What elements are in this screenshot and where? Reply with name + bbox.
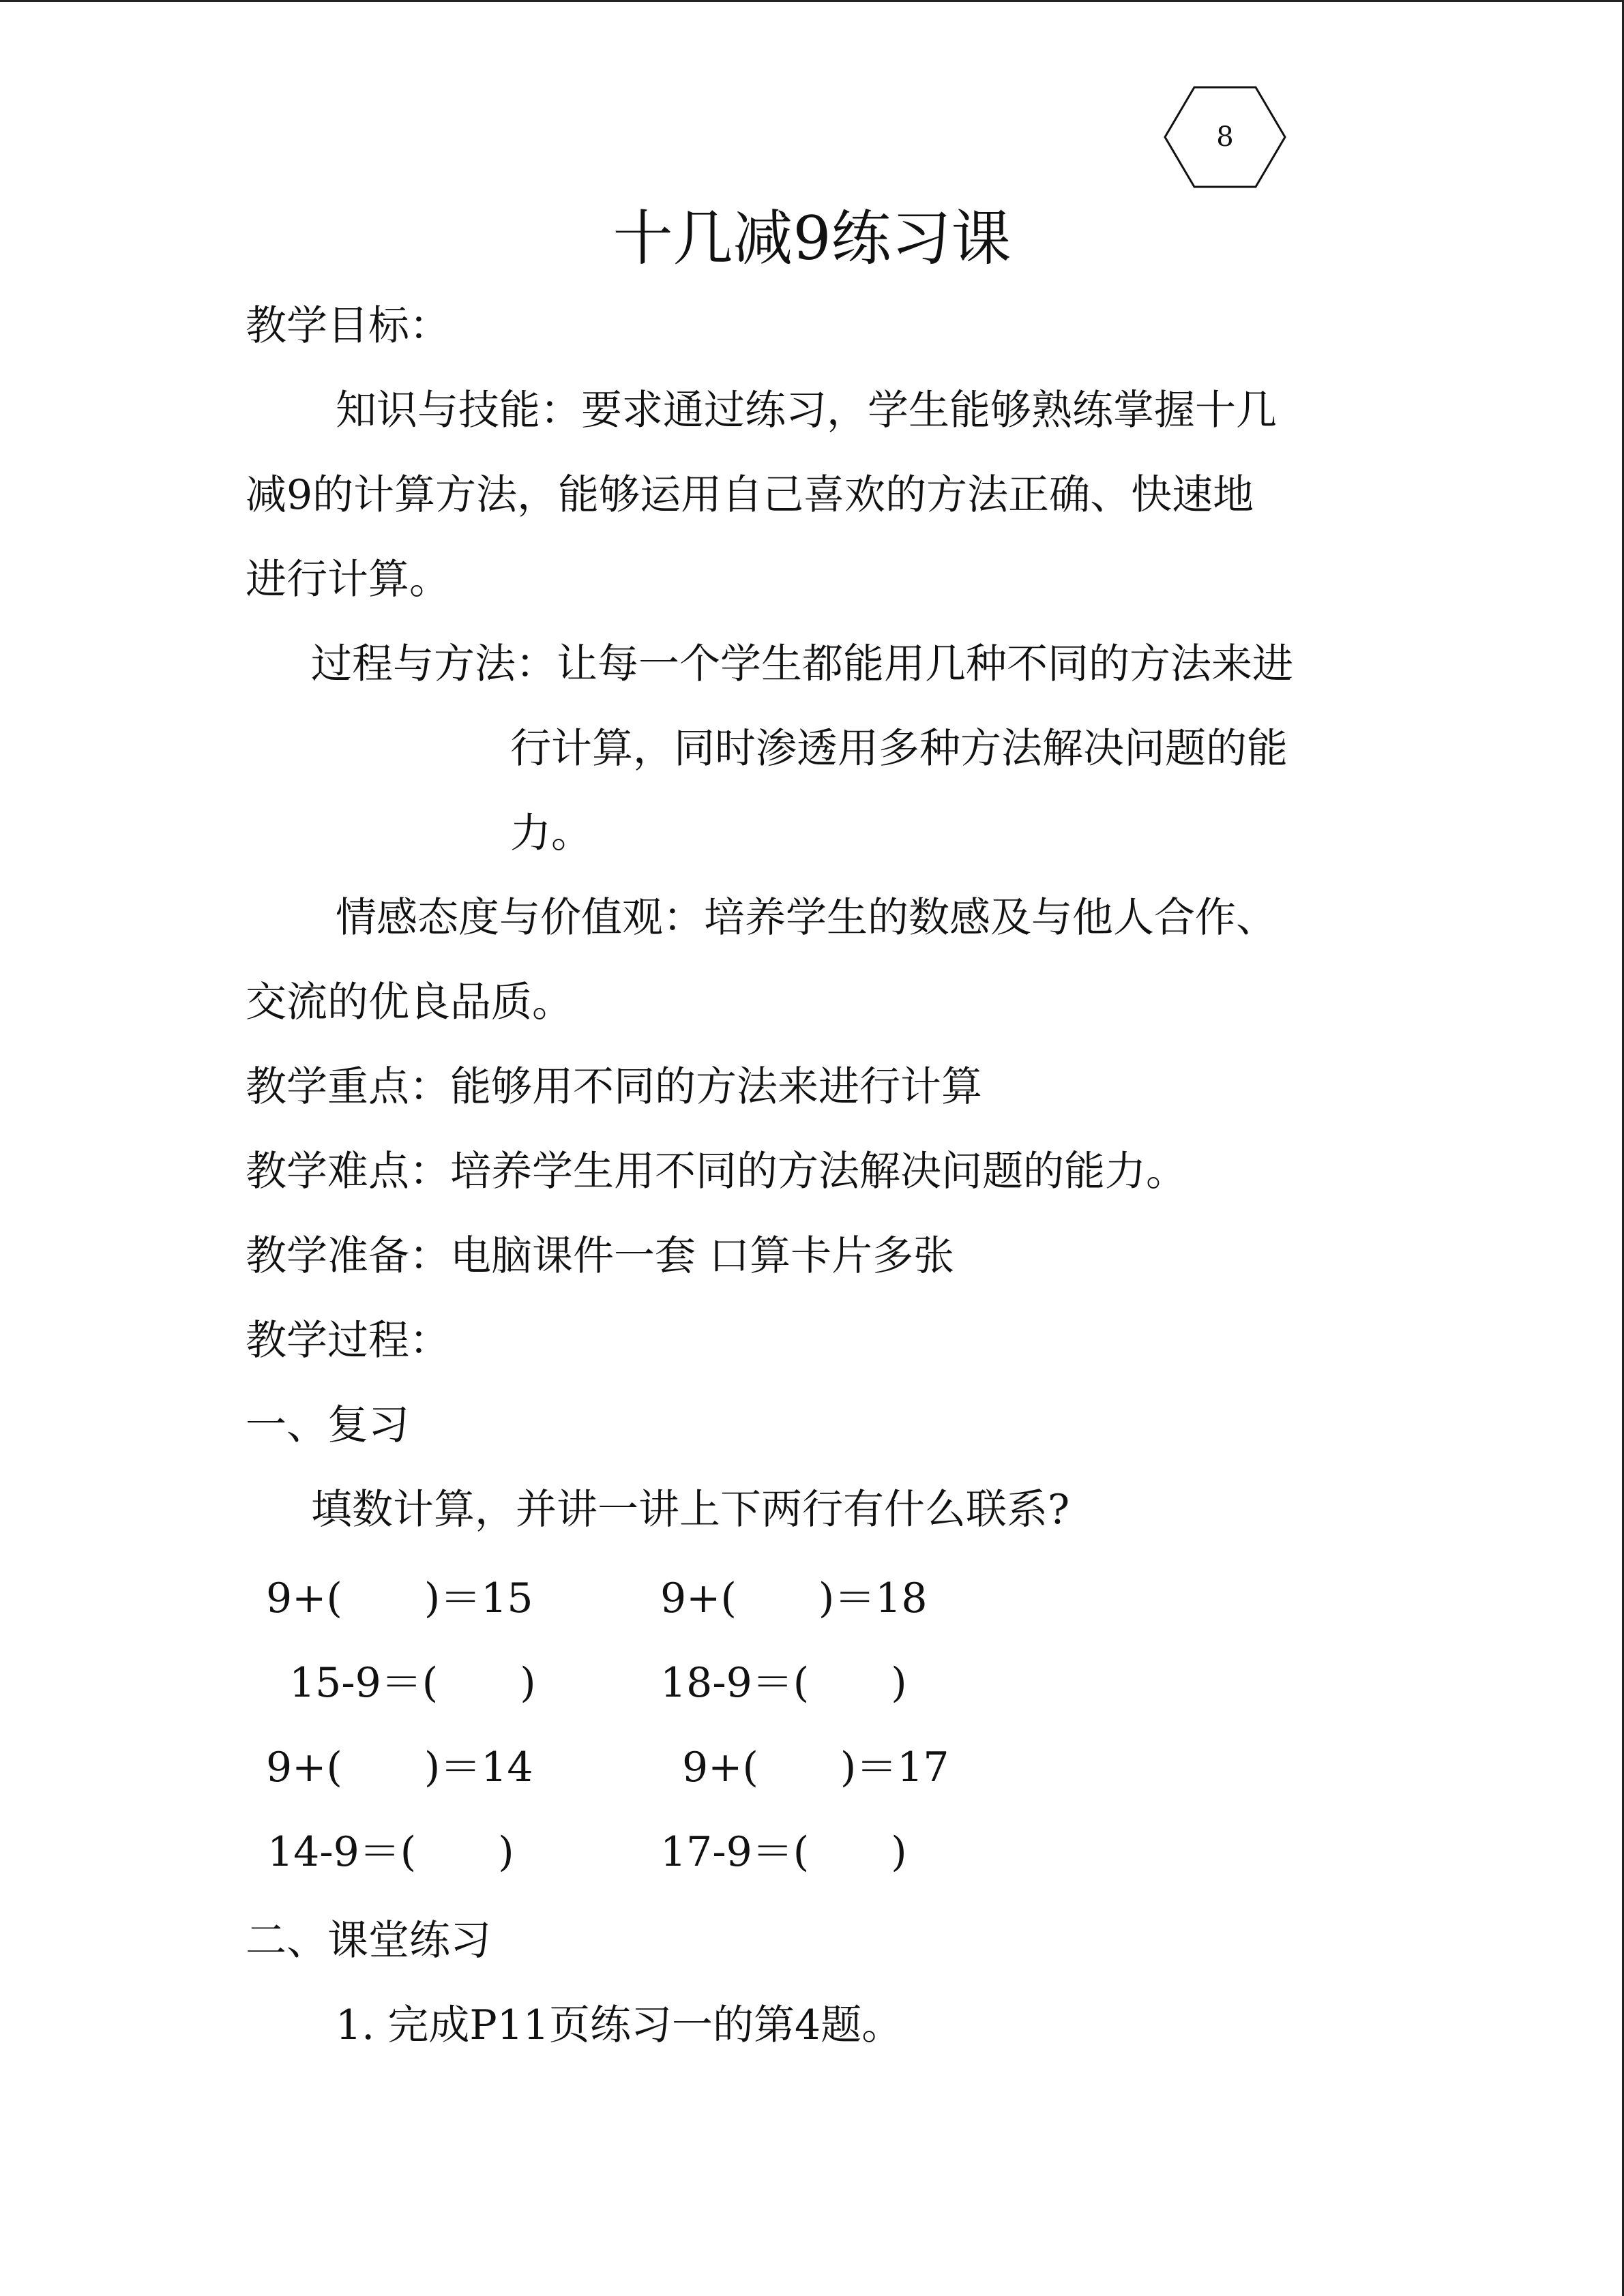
page-title: 十几减9练习课 [612,203,1012,273]
section-1-instruction: 填数计算，并讲一讲上下两行有什么联系? [311,1486,1070,1534]
exercise-left-4: 14-9＝( ) [267,1828,514,1876]
preparation: 教学准备：电脑课件一套 口算卡片多张 [246,1232,955,1280]
exercise-right-1: 9+( )＝18 [660,1575,928,1622]
goals-heading: 教学目标： [246,302,450,350]
exercise-right-3: 9+( )＝17 [682,1744,949,1791]
key-point: 教学重点：能够用不同的方法来进行计算 [246,1063,982,1111]
exercise-right-4: 17-9＝( ) [660,1828,907,1876]
exercise-left-2: 15-9＝( ) [289,1659,536,1707]
page-number: 8 [1216,121,1234,153]
exercise-left-3: 9+( )＝14 [266,1744,533,1791]
emotion-line-1: 情感态度与价值观：培养学生的数感及与他人合作、 [336,894,1277,942]
emotion-line-2: 交流的优良品质。 [246,979,573,1026]
page-number-badge [1164,86,1286,188]
section-2-heading: 二、课堂练习 [246,1917,491,1965]
knowledge-line-1: 知识与技能：要求通过练习，学生能够熟练掌握十几 [336,387,1277,434]
process-heading: 教学过程： [246,1317,450,1365]
exercise-left-1: 9+( )＝15 [266,1575,533,1622]
knowledge-line-2: 减9的计算方法，能够运用自己喜欢的方法正确、快速地 [246,471,1254,519]
process-line-2: 行计算，同时渗透用多种方法解决问题的能 [510,725,1288,773]
process-line-3: 力。 [510,809,592,857]
process-line-1: 过程与方法：让每一个学生都能用几种不同的方法来进 [311,640,1293,688]
exercise-right-2: 18-9＝( ) [660,1659,907,1707]
section-1-heading: 一、复习 [246,1401,409,1449]
practice-item-1: 1. 完成P11页练习一的第4题。 [336,2001,903,2049]
difficulty: 教学难点：培养学生用不同的方法解决问题的能力。 [246,1148,1187,1195]
knowledge-line-3: 进行计算。 [246,556,450,603]
